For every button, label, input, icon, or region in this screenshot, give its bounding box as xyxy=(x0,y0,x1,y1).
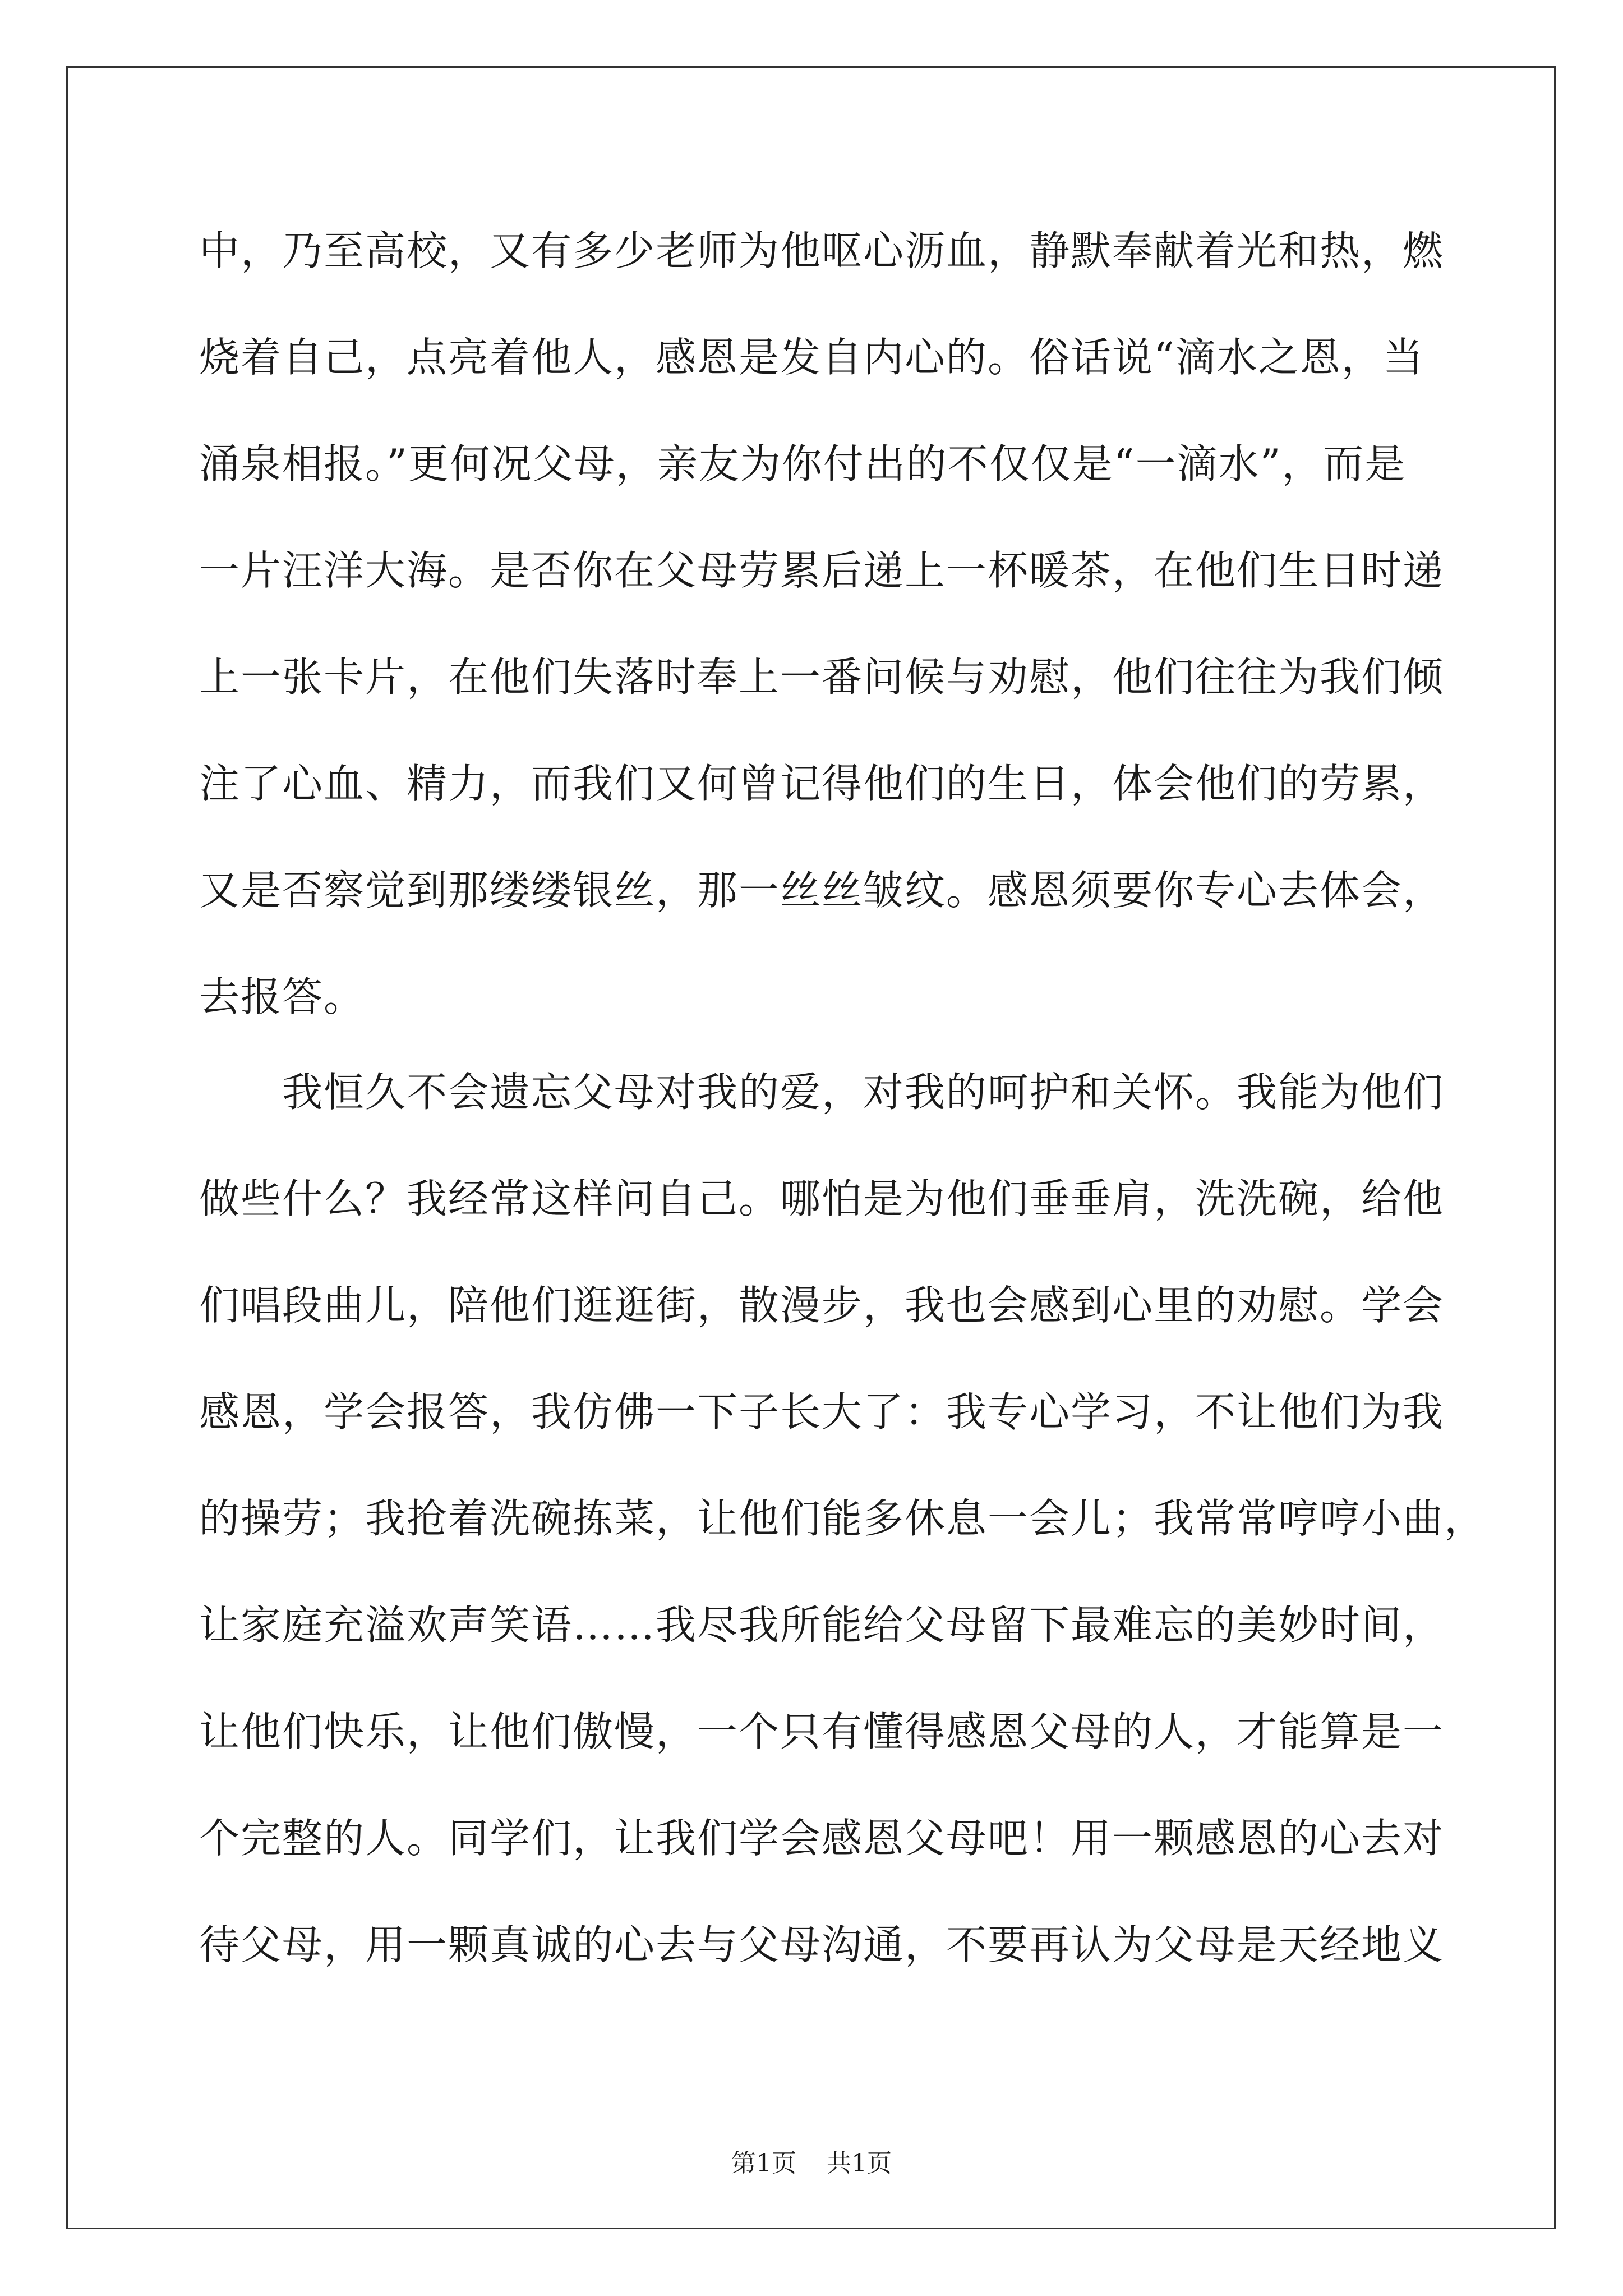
text-line: 上一张卡片，在他们失落时奉上一番问候与劝慰，他们往往为我们倾 xyxy=(199,654,1445,701)
page-number: 第1页 xyxy=(731,2149,796,2178)
text-line: 待父母，用一颗真诚的心去与父母沟通，不要再认为父母是天经地义 xyxy=(199,1921,1445,1968)
text-line: 的操劳；我抢着洗碗拣菜，让他们能多休息一会儿；我常常哼哼小曲， xyxy=(199,1495,1486,1542)
text-line: 涌泉相报。”更何况父母，亲友为你付出的不仅仅是“一滴水”，而是 xyxy=(199,440,1407,487)
text-line: 感恩，学会报答，我仿佛一下子长大了：我专心学习，不让他们为我 xyxy=(199,1388,1445,1435)
page-footer xyxy=(0,2143,1623,2179)
text-line: 让家庭充溢欢声笑语……我尽我所能给父母留下最难忘的美妙时间， xyxy=(199,1602,1445,1649)
text-line: 一片汪洋大海。是否你在父母劳累后递上一杯暖茶，在他们生日时递 xyxy=(199,547,1445,594)
text-line: 个完整的人。同学们，让我们学会感恩父母吧！用一颗感恩的心去对 xyxy=(199,1815,1445,1862)
text-line: 让他们快乐，让他们傲慢，一个只有懂得感恩父母的人，才能算是一 xyxy=(199,1708,1445,1755)
text-line: 去报答。 xyxy=(199,973,366,1020)
text-line: 烧着自己，点亮着他人，感恩是发自内心的。俗话说“滴水之恩，当 xyxy=(199,334,1424,381)
text-line: 注了心血、精力，而我们又何曾记得他们的生日，体会他们的劳累， xyxy=(199,760,1445,807)
text-line: 我恒久不会遗忘父母对我的爱，对我的呵护和关怀。我能为他们 xyxy=(199,1069,1445,1116)
text-line: 做些什么？我经常这样问自己。哪怕是为他们垂垂肩，洗洗碗，给他 xyxy=(199,1175,1445,1222)
text-line: 中，乃至高校，又有多少老师为他呕心沥血，静默奉献着光和热，燃 xyxy=(199,227,1445,274)
text-line: 又是否察觉到那缕缕银丝，那一丝丝皱纹。感恩须要你专心去体会， xyxy=(199,867,1445,914)
text-line: 们唱段曲儿，陪他们逛逛街，散漫步，我也会感到心里的劝慰。学会 xyxy=(199,1282,1445,1329)
page-total: 共1页 xyxy=(827,2149,892,2178)
paragraph-1 xyxy=(199,197,1445,1050)
paragraph-2 xyxy=(199,1039,1486,1998)
